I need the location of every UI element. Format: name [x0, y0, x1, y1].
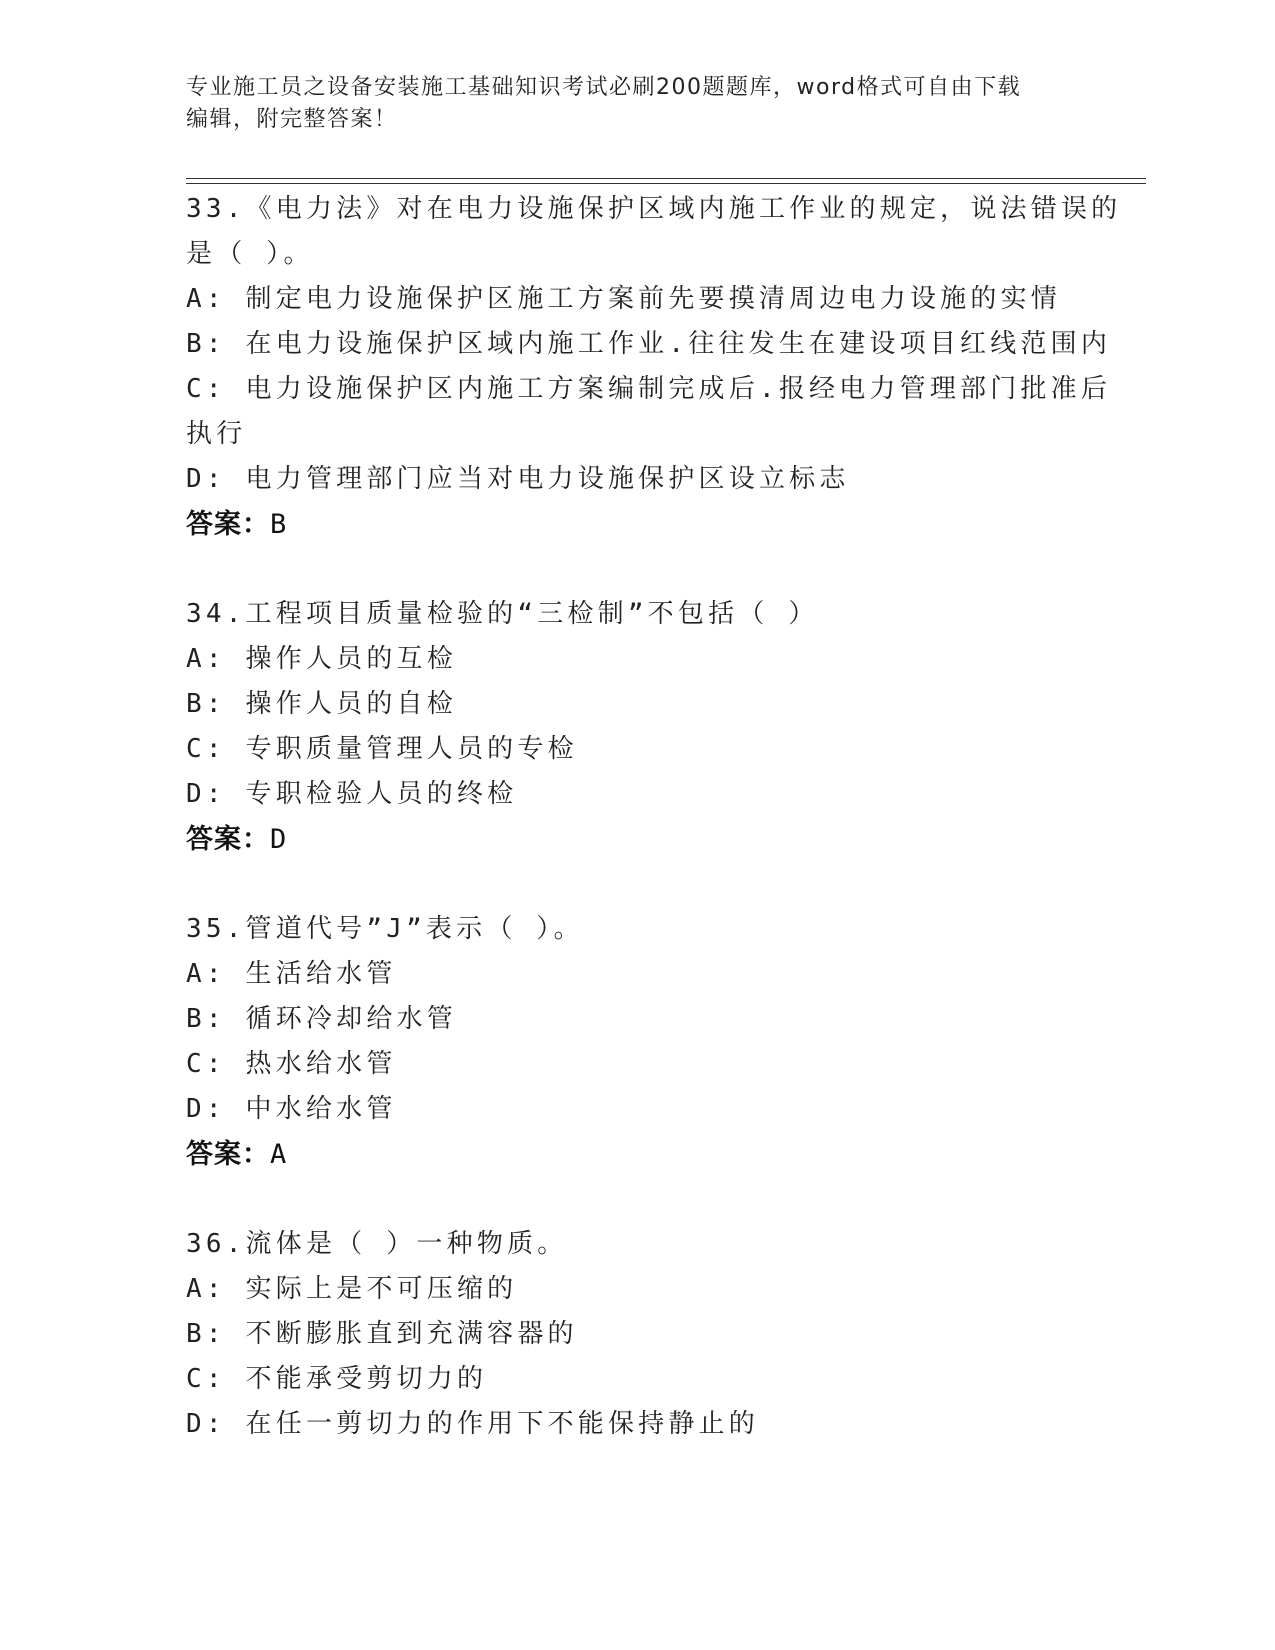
header-rule-top: [186, 178, 1146, 179]
option-d: D: 中水给水管: [186, 1094, 397, 1124]
option-c: C: 不能承受剪切力的: [186, 1364, 488, 1394]
answer-value: B: [270, 509, 288, 540]
document-header: [186, 72, 1066, 136]
option-a: A: 制定电力设施保护区施工方案前先要摸清周边电力设施的实情: [186, 284, 1061, 314]
option-d: D: 电力管理部门应当对电力设施保护区设立标志: [186, 464, 850, 494]
header-line-2: 编辑，附完整答案！: [186, 107, 398, 132]
question-33: [186, 187, 1122, 547]
header-line-1: 专业施工员之设备安装施工基础知识考试必刷200题题库，word格式可自由下载: [186, 75, 1022, 100]
question-spacer: [186, 1177, 1086, 1222]
question-stem: 34.工程项目质量检验的“三检制”不包括（ ）: [186, 599, 819, 629]
option-d: D: 在任一剪切力的作用下不能保持静止的: [186, 1409, 759, 1439]
question-34: [186, 592, 1086, 862]
option-a: A: 实际上是不可压缩的: [186, 1274, 518, 1304]
answer-line: [186, 1132, 1086, 1177]
answer-value: A: [270, 1139, 288, 1170]
question-spacer: [186, 862, 1086, 907]
answer-label: 答案：: [186, 824, 270, 855]
answer-label: 答案：: [186, 509, 270, 540]
answer-line: [186, 817, 1086, 862]
answer-line: [186, 502, 1086, 547]
question-stem: 33.《电力法》对在电力设施保护区域内施工作业的规定，说法错误的: [186, 194, 1122, 224]
question-35: [186, 907, 1086, 1177]
answer-value: D: [270, 824, 288, 855]
option-c: C: 专职质量管理人员的专检: [186, 734, 578, 764]
option-c: C: 电力设施保护区内施工方案编制完成后.报经电力管理部门批准后: [186, 374, 1112, 404]
option-a: A: 操作人员的互检: [186, 644, 457, 674]
question-stem-continued: 是（ ）。: [186, 239, 314, 269]
question-36: [186, 1222, 1086, 1447]
header-rule-bottom: [186, 183, 1146, 184]
option-d: D: 专职检验人员的终检: [186, 779, 518, 809]
option-c-continued: 执行: [186, 419, 247, 449]
question-stem: 35.管道代号”J”表示（ ）。: [186, 914, 584, 944]
option-a: A: 生活给水管: [186, 959, 397, 989]
question-stem: 36.流体是（ ）一种物质。: [186, 1229, 568, 1259]
option-b: B: 操作人员的自检: [186, 689, 457, 719]
option-c: C: 热水给水管: [186, 1049, 397, 1079]
option-b: B: 循环冷却给水管: [186, 1004, 457, 1034]
option-b: B: 不断膨胀直到充满容器的: [186, 1319, 578, 1349]
option-b: B: 在电力设施保护区域内施工作业.往往发生在建设项目红线范围内: [186, 329, 1112, 359]
question-spacer: [186, 547, 1086, 592]
answer-label: 答案：: [186, 1139, 270, 1170]
question-list: [186, 187, 1122, 1447]
